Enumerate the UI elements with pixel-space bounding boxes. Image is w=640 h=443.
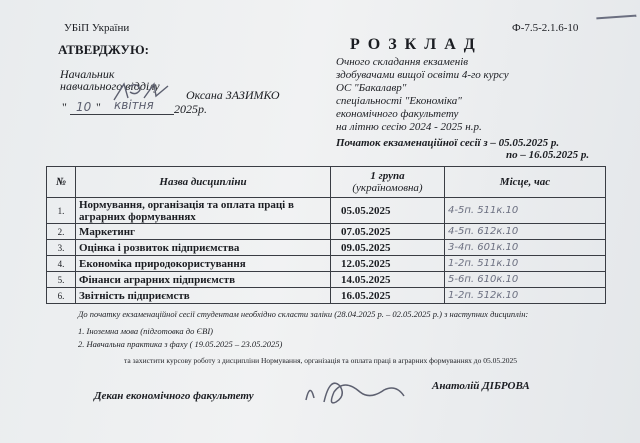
approval-date-day: 10: [76, 100, 92, 114]
subtitle-3: ОС "Бакалавр": [336, 82, 407, 94]
notes-item-2: 2. Навчальна практика з фаху ( 19.05.2025 – 23.05.2025): [78, 339, 283, 349]
row-date: 05.05.2025: [331, 198, 445, 224]
form-code: Ф-7.5-2.1.6-10: [512, 22, 579, 34]
row-discipline: Оцінка і розвиток підприємства: [76, 240, 331, 256]
session-start: Початок екзаменаційної сесії з – 05.05.2025 р.: [336, 137, 560, 149]
subtitle-6: на літню сесію 2024 - 2025 н.р.: [336, 121, 482, 133]
table-row: [47, 288, 606, 304]
row-date: 07.05.2025: [331, 224, 445, 240]
approval-date-quote-close: ": [96, 100, 101, 114]
row-date: 16.05.2025: [331, 288, 445, 304]
table-row: [47, 272, 606, 288]
col-header-place: Місце, час: [445, 167, 606, 198]
approval-date-month: квітня: [114, 98, 154, 112]
row-date: 09.05.2025: [331, 240, 445, 256]
table-header-row: [47, 167, 606, 198]
row-num: 1.: [47, 198, 76, 224]
approve-heading: АТВЕРДЖУЮ:: [58, 42, 149, 57]
table-row: [47, 198, 606, 224]
table-row: [47, 256, 606, 272]
subtitle-1: Очного складання екзаменів: [336, 56, 469, 68]
approval-date-line: [70, 114, 174, 115]
row-num: 5.: [47, 272, 76, 288]
org-name: УБіП України: [64, 22, 130, 34]
notes-item-1: 1. Іноземна мова (підготовка до ЄВІ): [78, 326, 213, 336]
row-place: 3-4п. 601к.10: [445, 240, 606, 256]
row-place: 1-2п. 512к.10: [445, 288, 606, 304]
approval-date-quote-open: ": [62, 100, 67, 114]
col-header-num: №: [47, 167, 76, 198]
row-place: 4-5п. 511к.10: [445, 198, 606, 224]
notes-course-work: та захистити курсову роботу з дисципліни Нормування, організація та оплата праці в аграрних формуваннях до 05.05.2025: [124, 356, 517, 365]
approval-date-year: 2025р.: [174, 102, 207, 116]
dean-signature: [300, 372, 410, 408]
row-num: 2.: [47, 224, 76, 240]
col-header-group: [331, 167, 445, 198]
row-date: 12.05.2025: [331, 256, 445, 272]
table-row: [47, 224, 606, 240]
group-sub: (україномовна): [352, 182, 423, 194]
group-name: 1 група: [370, 170, 405, 182]
row-discipline: Маркетинг: [76, 224, 331, 240]
row-num: 6.: [47, 288, 76, 304]
row-num: 3.: [47, 240, 76, 256]
row-place: 5-6п. 610к.10: [445, 272, 606, 288]
row-date: 14.05.2025: [331, 272, 445, 288]
scribble-mark: [596, 5, 637, 20]
head-title-2: навчального відділу: [60, 79, 160, 93]
notes-intro: До початку екзаменаційної сесії студентам необхідно скласти заліки (28.04.2025 р. – 02.05.2025 р.) з наступних дисциплін:: [78, 309, 529, 319]
subtitle-4: спеціальності "Економіка": [336, 95, 462, 107]
col-header-discipline: Назва дисципліни: [76, 167, 331, 198]
dean-name: Анатолій ДІБРОВА: [432, 380, 530, 392]
dean-title: Декан економічного факультету: [94, 390, 254, 402]
head-title-1: Начальник: [60, 67, 115, 81]
head-name: Оксана ЗАЗИМКО: [186, 88, 280, 102]
row-num: 4.: [47, 256, 76, 272]
subtitle-2: здобувачами вищої освіти 4-го курсу: [336, 69, 509, 81]
row-discipline: Фінанси аграрних підприємств: [76, 272, 331, 288]
table-row: [47, 240, 606, 256]
row-discipline: Економіка природокористування: [76, 256, 331, 272]
subtitle-5: економічного факультету: [336, 108, 459, 120]
row-discipline: Нормування, організація та оплата праці в аграрних формуваннях: [76, 198, 331, 224]
row-discipline: Звітність підприємств: [76, 288, 331, 304]
row-place: 4-5п. 612к.10: [445, 224, 606, 240]
exam-schedule-table: [46, 166, 606, 304]
row-place: 1-2п. 511к.10: [445, 256, 606, 272]
session-end: по – 16.05.2025 р.: [506, 149, 590, 161]
document-title: Р О З К Л А Д: [350, 36, 477, 53]
